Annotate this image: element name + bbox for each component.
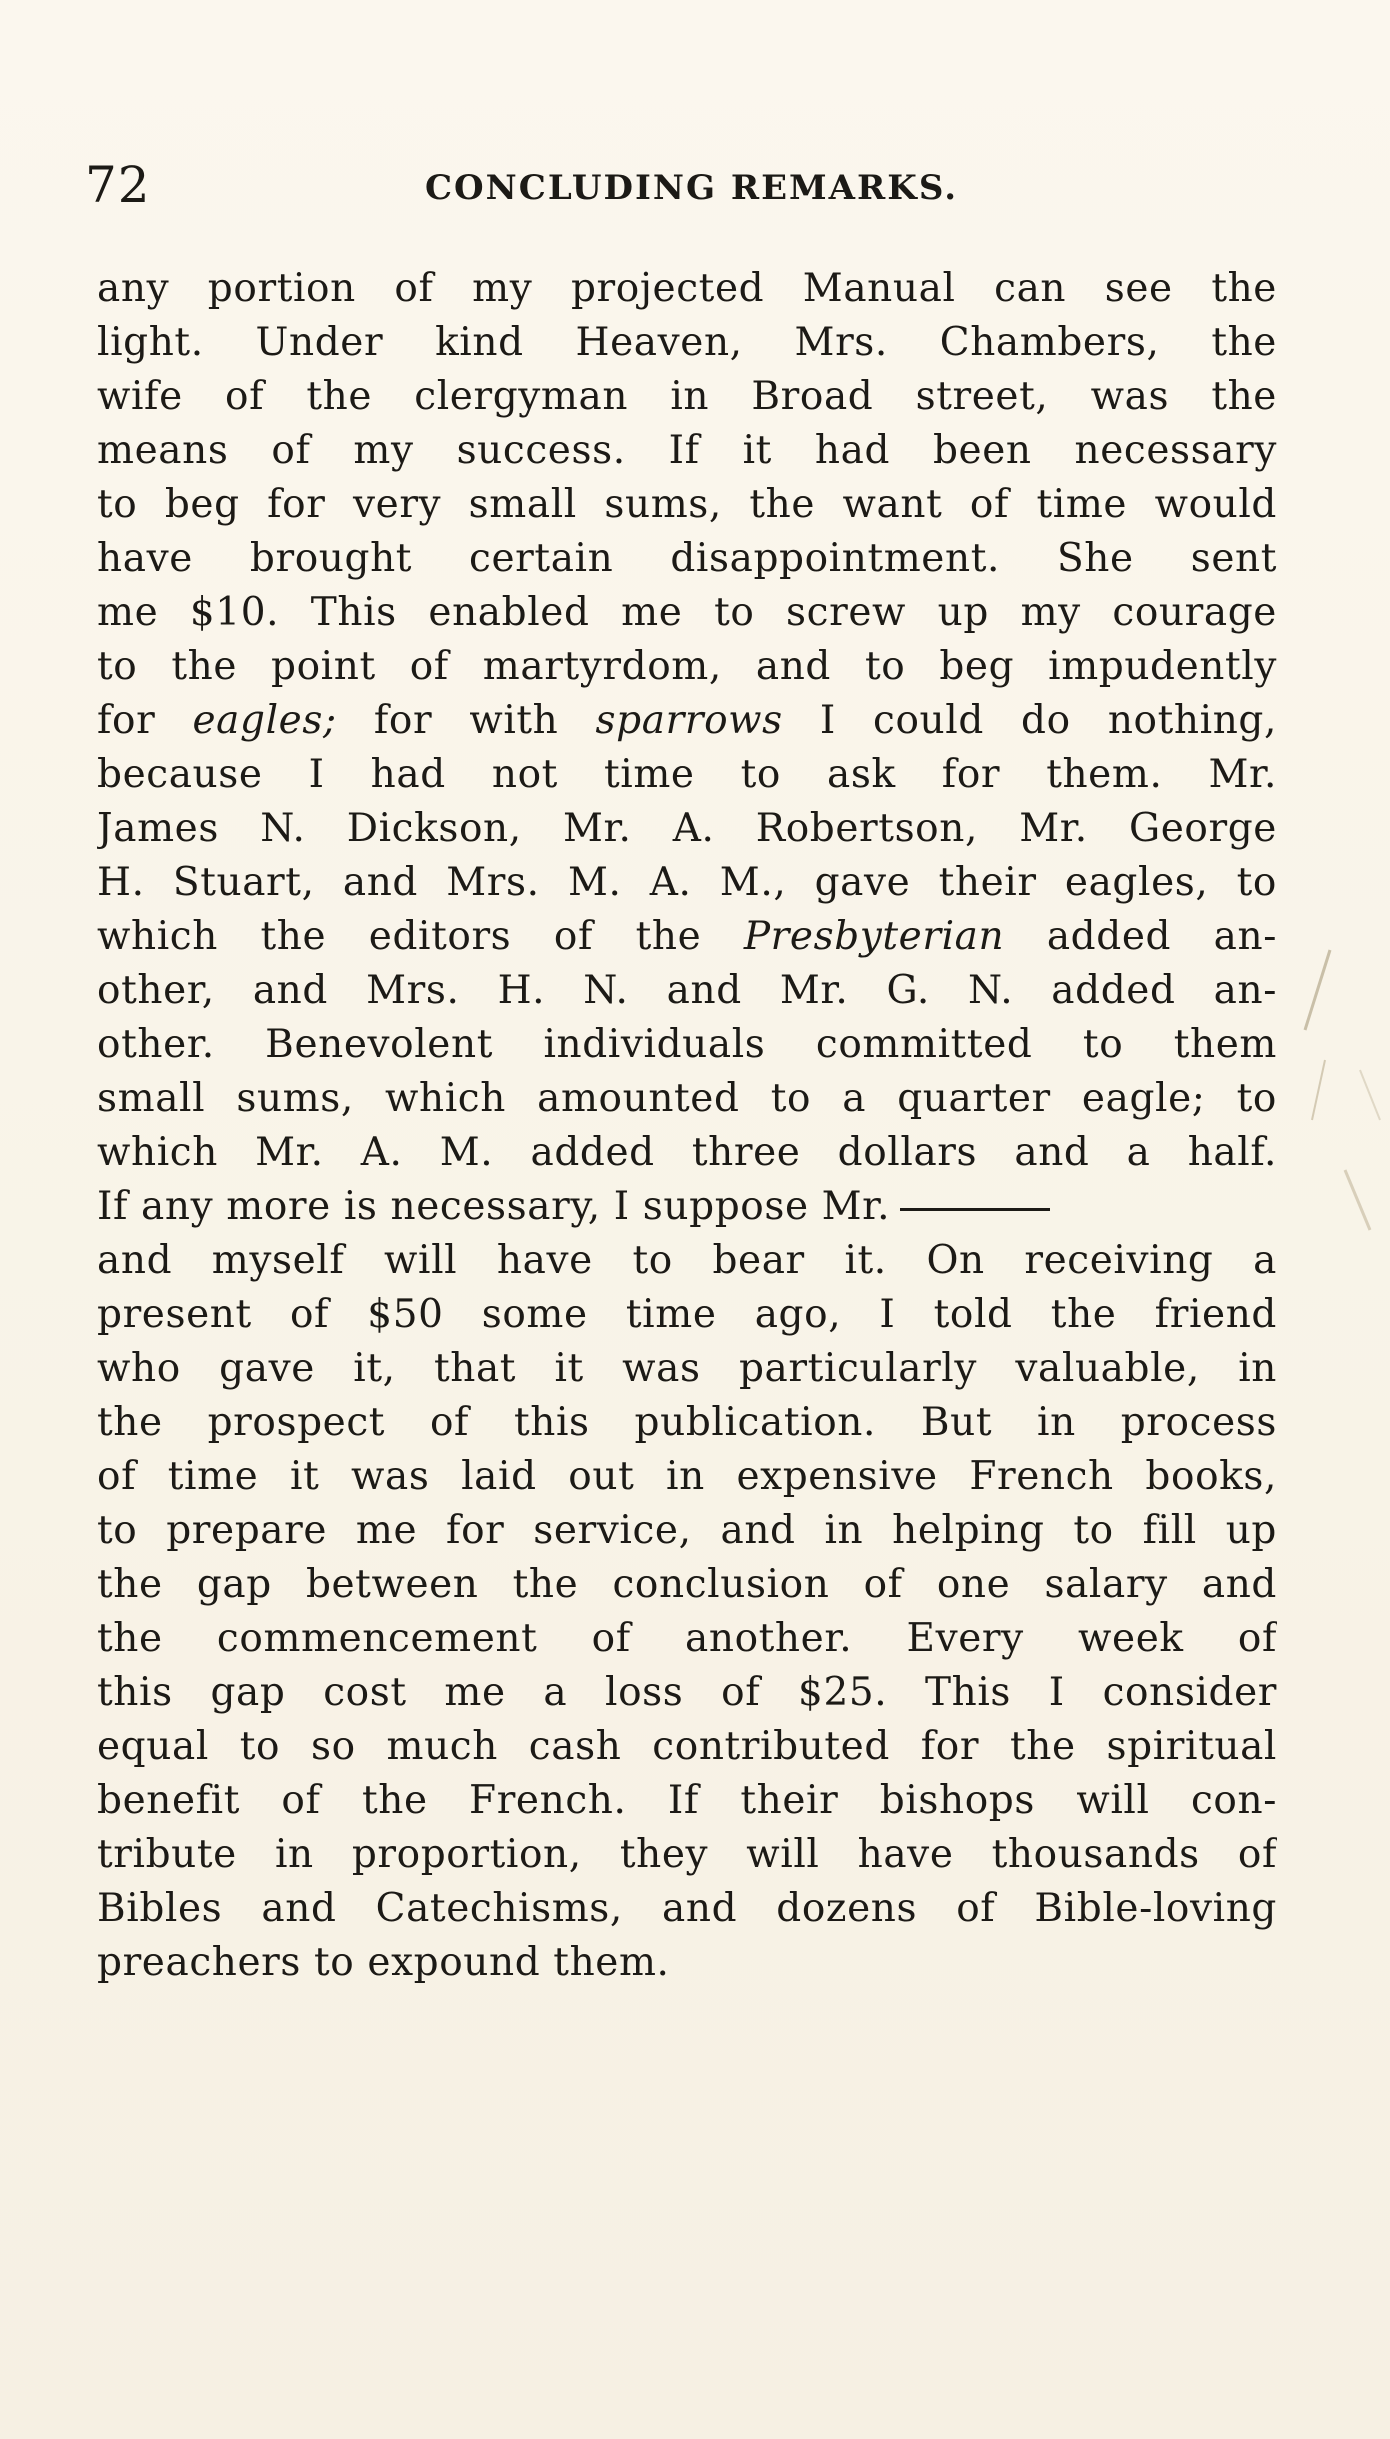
text-line: other, and Mrs. H. N. and Mr. G. N. added an- xyxy=(97,968,1277,1013)
text-segment: which the editors of the xyxy=(97,914,744,959)
text-line: and myself will have to bear it. On receiving a xyxy=(97,1238,1277,1283)
text-line: who gave it, that it was particularly valuable, in xyxy=(97,1346,1277,1391)
text-line: light. Under kind Heaven, Mrs. Chambers, the xyxy=(97,320,1277,365)
text-line: have brought certain disappointment. She sent xyxy=(97,536,1277,581)
text-line xyxy=(97,910,1277,964)
bleed-through-mark xyxy=(1300,920,1390,1300)
text-line: James N. Dickson, Mr. A. Robertson, Mr. George xyxy=(97,806,1277,851)
text-line: the commencement of another. Every week of xyxy=(97,1616,1277,1661)
italic-term: sparrows xyxy=(595,698,783,743)
text-line: equal to so much cash contributed for the spiritual xyxy=(97,1724,1277,1769)
text-segment: I could do nothing, xyxy=(782,698,1277,743)
text-line: to beg for very small sums, the want of time would xyxy=(97,482,1277,527)
text-line: tribute in proportion, they will have thousands of xyxy=(97,1832,1277,1877)
text-line xyxy=(97,1180,1277,1234)
text-line: the prospect of this publication. But in process xyxy=(97,1400,1277,1445)
text-line: this gap cost me a loss of $25. This I consider xyxy=(97,1670,1277,1715)
text-line: to the point of martyrdom, and to beg impudently xyxy=(97,644,1277,689)
page-number: 72 xyxy=(85,156,151,214)
text-line: which Mr. A. M. added three dollars and a half. xyxy=(97,1130,1277,1175)
text-segment: If any more is necessary, I suppose Mr. xyxy=(97,1184,891,1229)
italic-term: Presbyterian xyxy=(743,914,1005,959)
text-line: present of $50 some time ago, I told the friend xyxy=(97,1292,1277,1337)
text-line: to prepare me for service, and in helping to fill up xyxy=(97,1508,1277,1553)
text-line: wife of the clergyman in Broad street, was the xyxy=(97,374,1277,419)
text-line: small sums, which amounted to a quarter eagle; to xyxy=(97,1076,1277,1121)
text-line: other. Benevolent individuals committed to them xyxy=(97,1022,1277,1067)
text-line: Bibles and Catechisms, and dozens of Bible-loving xyxy=(97,1886,1277,1931)
running-head: CONCLUDING REMARKS. xyxy=(425,168,959,208)
text-line: any portion of my projected Manual can see the xyxy=(97,266,1277,311)
text-line: of time it was laid out in expensive French books, xyxy=(97,1454,1277,1499)
text-line: preachers to expound them. xyxy=(97,1940,670,1985)
page-header xyxy=(85,155,1285,215)
text-line: benefit of the French. If their bishops will con- xyxy=(97,1778,1277,1823)
text-line: the gap between the conclusion of one salary and xyxy=(97,1562,1277,1607)
italic-term: eagles; xyxy=(192,698,337,743)
text-segment: for xyxy=(97,698,193,743)
text-line: me $10. This enabled me to screw up my courage xyxy=(97,590,1277,635)
text-line xyxy=(97,694,1277,748)
text-segment: added an- xyxy=(1004,914,1277,959)
body-paragraph xyxy=(97,262,1277,1990)
em-dash-rule xyxy=(900,1208,1050,1211)
text-line: because I had not time to ask for them. Mr. xyxy=(97,752,1277,797)
text-line: H. Stuart, and Mrs. M. A. M., gave their eagles, to xyxy=(97,860,1277,905)
text-line: means of my success. If it had been necessary xyxy=(97,428,1277,473)
text-segment: for with xyxy=(336,698,596,743)
